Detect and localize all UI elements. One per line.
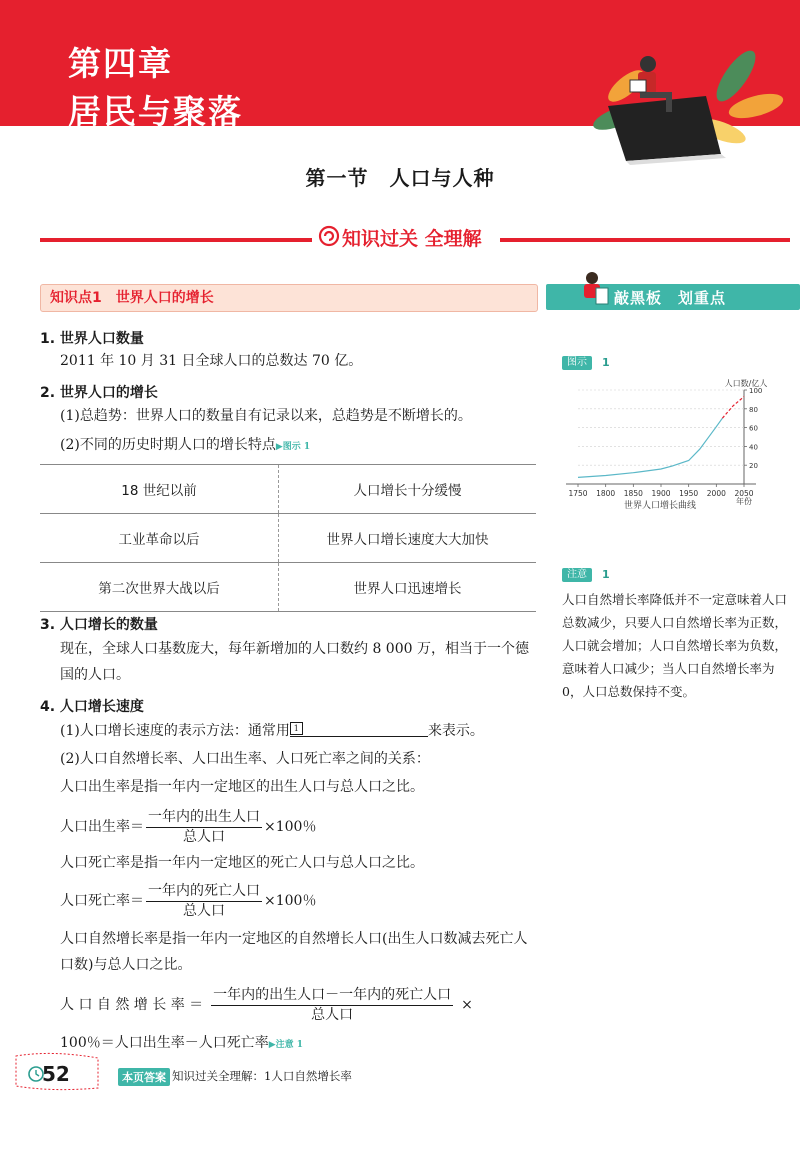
series-line-2 xyxy=(722,397,744,419)
table-cell-feature: 世界人口迅速增长 xyxy=(279,563,537,612)
x-tick-label: 2050 xyxy=(734,489,754,498)
chapter-number: 第四章 xyxy=(68,44,173,83)
heading-1: 1. 世界人口数量 xyxy=(40,331,144,347)
x-tick-label: 1950 xyxy=(679,489,699,498)
reading-person-illustration xyxy=(586,36,786,166)
banner-rule-right xyxy=(500,238,790,242)
paragraph-3: 现在，全球人口基数庞大，每年新增加的人口数约 8 000 万，相当于一个德国的人口。 xyxy=(60,641,529,683)
table-cell-period: 第二次世界大战以后 xyxy=(40,563,279,612)
table-cell-feature: 人口增长十分缓慢 xyxy=(279,465,537,514)
sidebar-title: 敲黑板 划重点 xyxy=(614,289,727,307)
teacher-icon xyxy=(578,270,610,310)
paragraph-4a: (1)人口增长速度的表示方法：通常用 1 来表示。 xyxy=(60,718,484,744)
table-row xyxy=(40,514,536,563)
heading-4: 4. 人口增长速度 xyxy=(40,699,144,715)
table-row xyxy=(40,465,536,514)
x-tick-label: 2000 xyxy=(706,489,726,498)
table-cell-feature: 世界人口增长速度大大加快 xyxy=(279,514,537,563)
answer-text: 知识过关全理解：1人口自然增长率 xyxy=(172,1069,352,1083)
section-title: 第一节 人口与人种 xyxy=(305,166,495,190)
paragraph-2a: (1)总趋势：世界人口的数量自有记录以来，总趋势是不断增长的。 xyxy=(60,408,472,424)
x-tick-label: 1750 xyxy=(568,489,588,498)
x-tick-label: 1800 xyxy=(596,489,616,498)
note-tag-number: 1 xyxy=(602,568,610,581)
page-number: 52 xyxy=(42,1062,70,1086)
paragraph-4c: 人口出生率是指一年内一定地区的出生人口与总人口之比。 xyxy=(60,779,424,795)
spiral-icon xyxy=(318,225,340,247)
x-tick-label: 1900 xyxy=(651,489,671,498)
y-tick-label: 60 xyxy=(749,424,758,433)
answer-tag: 本页答案 xyxy=(118,1068,170,1086)
heading-3: 3. 人口增长的数量 xyxy=(40,617,158,633)
formula-birth-rate: 人口出生率＝ $\frac{\text{一年内的出生人口}}{\text{总人口}}$ ×100％ xyxy=(60,809,317,845)
paragraph-4e: 人口自然增长率是指一年内一定地区的自然增长人口(出生人口数减去死亡人口数)与总人口之比。 xyxy=(60,931,528,973)
table-cell-period: 工业革命以后 xyxy=(40,514,279,563)
figure-ref: ▶图示 1 xyxy=(275,442,311,452)
heading-2: 2. 世界人口的增长 xyxy=(40,385,158,401)
y-tick-label: 100 xyxy=(749,387,763,395)
series-line-1 xyxy=(578,418,722,477)
note-tag: 注意 xyxy=(562,568,592,582)
formula-death-rate: 人口死亡率＝ $\frac{\text{一年内的死亡人口}}{\text{总人口}}$ ×100％ xyxy=(60,883,317,919)
figure-tag: 图示 xyxy=(562,356,592,370)
x-axis-label: 年份 xyxy=(736,497,752,506)
banner-title: 知识过关 全理解 xyxy=(342,228,482,250)
chart-caption: 世界人口增长曲线 xyxy=(623,501,697,511)
y-tick-label: 80 xyxy=(749,405,758,414)
paragraph-2b: (2)不同的历史时期人口的增长特点▶图示 1 xyxy=(60,437,311,453)
population-growth-chart xyxy=(560,376,790,514)
paragraph-1: 2011 年 10 月 31 日全球人口的总数达 70 亿。 xyxy=(60,353,363,369)
formula-natural-growth-rate-line2: 100％＝人口出生率－人口死亡率▶注意 1 xyxy=(60,1035,304,1051)
knowledge-point-label: 知识点1 世界人口的增长 xyxy=(50,290,214,306)
y-axis-label: 人口数/亿人 xyxy=(724,379,768,388)
table-row xyxy=(40,563,536,612)
answer-blank xyxy=(290,720,428,737)
chapter-title: 居民与聚落 xyxy=(68,92,243,131)
y-tick-label: 40 xyxy=(749,443,758,452)
paragraph-4d: 人口死亡率是指一年内一定地区的死亡人口与总人口之比。 xyxy=(60,855,424,871)
x-tick-label: 1850 xyxy=(623,489,643,498)
paragraph-4b: (2)人口自然增长率、人口出生率、人口死亡率之间的关系： xyxy=(60,751,430,767)
note-text: 人口自然增长率降低并不一定意味着人口总数减少，只要人口自然增长率为正数，人口就会增加；人口自然增长率为负数，意味着人口减少；当人口自然增长率为0，人口总数保持不变。 xyxy=(562,592,788,699)
note-ref: ▶注意 1 xyxy=(268,1040,304,1050)
blank-number-box: 1 xyxy=(290,722,303,735)
y-tick-label: 20 xyxy=(749,462,758,471)
table-cell-period: 18 世纪以前 xyxy=(40,465,279,514)
growth-table xyxy=(40,464,536,612)
figure-tag-number: 1 xyxy=(602,356,610,369)
formula-natural-growth-rate: 人 口 自 然 增 长 率 ＝ $\frac{\text{一年内的出生人口－一年内的死亡人口}}{\text{总人口}}$ × xyxy=(60,987,473,1023)
banner-rule-left xyxy=(40,238,312,242)
